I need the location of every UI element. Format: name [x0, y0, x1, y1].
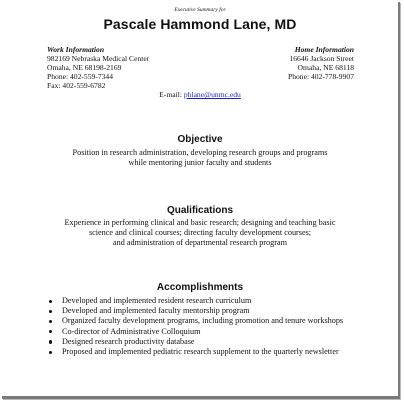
home-info-title: Home Information	[294, 45, 354, 54]
home-city-line: Omaha, NE 68118	[297, 63, 354, 72]
list-item: Developed and implemented resident research curriculum	[42, 296, 352, 306]
work-fax: Fax: 402-559-6782	[47, 81, 106, 90]
work-city-line: Omaha, NE 68198-2169	[47, 63, 122, 72]
list-item: Organized faculty development programs, including promotion and tenure workshops	[42, 316, 352, 326]
qualifications-title: Qualifications	[166, 205, 234, 216]
objective-text	[42, 148, 358, 168]
accomplishments-title: Accomplishments	[156, 282, 244, 293]
objective-line: Position in research administration, developing research groups and programs	[72, 148, 328, 157]
objective-line: while mentoring junior faculty and students	[128, 158, 272, 167]
work-information	[47, 45, 149, 90]
list-item: Co-director of Administrative Colloquium	[42, 327, 352, 337]
home-phone: Phone: 402-778-9907	[287, 72, 354, 81]
work-address-line: 982169 Nebraska Medical Center	[47, 54, 150, 63]
list-item: Designed research productivity database	[42, 337, 352, 347]
work-phone: Phone: 402-559-7344	[47, 72, 114, 81]
email-label: E-mail:	[159, 90, 182, 99]
home-address-line: 16646 Jackson Street	[289, 54, 354, 63]
email-row	[2, 90, 398, 99]
work-info-title: Work Information	[47, 45, 105, 54]
qualifications-line: science and clinical courses; directing faculty development courses;	[88, 228, 312, 237]
qualifications-line: and administration of departmental research program	[113, 238, 287, 247]
qualifications-text	[42, 218, 358, 248]
resume-page	[2, 2, 400, 399]
list-item: Developed and implemented faculty mentorship program	[42, 306, 352, 316]
resume-name: Pascale Hammond Lane, MD	[103, 16, 297, 32]
email-link[interactable]: phlane@unmc.edu	[183, 90, 241, 99]
accomplishments-list	[42, 296, 352, 357]
home-information	[288, 45, 354, 81]
objective-title: Objective	[177, 134, 223, 145]
header-note: Executive Summary for	[174, 7, 226, 13]
qualifications-line: Experience in performing clinical and basic research; designing and teaching basic	[64, 218, 336, 227]
list-item: Proposed and implemented pediatric research supplement to the quarterly newsletter	[42, 347, 352, 357]
